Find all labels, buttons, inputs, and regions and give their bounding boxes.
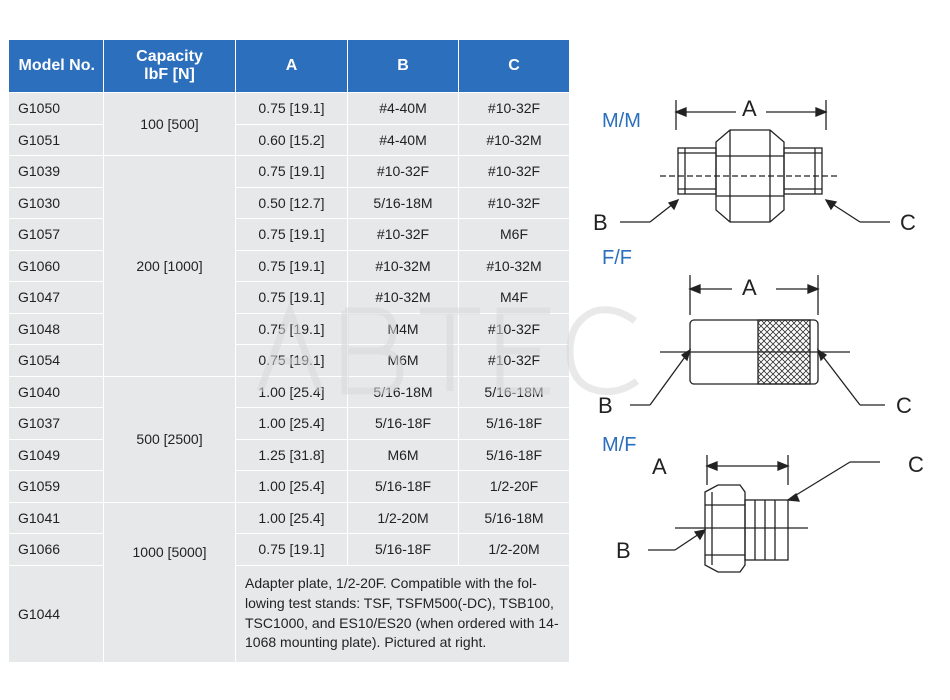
header-b: B (348, 40, 459, 93)
mm-title: M/M (602, 110, 641, 132)
a-cell: 1.00 [25.4] (236, 471, 348, 503)
a-cell: 0.75 [19.1] (236, 534, 348, 566)
c-cell: #10-32F (459, 345, 570, 377)
mf-label-b: B (616, 538, 631, 563)
a-cell: 0.75 [19.1] (236, 345, 348, 377)
note-cell: Adapter plate, 1/2-20F. Compatible with the fol-lowing test stands: TSF, TSFM500(-DC), TSB100, TSC1000, and ES10/ES20 (when ordered with 14-1068 mounting plate). Pictured at right. (236, 565, 570, 662)
capacity-value: 1000 [5000] (132, 544, 207, 560)
model-cell: G1039 (9, 156, 104, 188)
capacity-cell (104, 502, 236, 662)
a-cell: 1.00 [25.4] (236, 376, 348, 408)
table-row (9, 313, 570, 345)
c-cell: 5/16-18M (459, 376, 570, 408)
model-cell: G1044 (9, 565, 104, 662)
b-cell: #4-40M (348, 124, 459, 156)
mf-title: M/F (602, 434, 637, 456)
table-row (9, 439, 570, 471)
b-cell: 5/16-18F (348, 408, 459, 440)
table-row (9, 219, 570, 251)
table-row (9, 156, 570, 188)
a-cell: 1.00 [25.4] (236, 502, 348, 534)
b-cell: 5/16-18F (348, 471, 459, 503)
a-cell: 0.75 [19.1] (236, 93, 348, 125)
header-a: A (236, 40, 348, 93)
model-cell: G1049 (9, 439, 104, 471)
table-row (9, 124, 570, 156)
mf-fitting-drawing (590, 430, 940, 580)
c-cell: #10-32F (459, 93, 570, 125)
mf-label-c: C (908, 452, 924, 477)
model-cell: G1051 (9, 124, 104, 156)
a-cell: 0.75 [19.1] (236, 282, 348, 314)
c-cell: #10-32F (459, 313, 570, 345)
table-row (9, 471, 570, 503)
mf-label-a: A (652, 454, 667, 479)
c-cell: 5/16-18M (459, 502, 570, 534)
ff-title: F/F (602, 247, 632, 269)
model-cell: G1048 (9, 313, 104, 345)
model-cell: G1057 (9, 219, 104, 251)
c-cell: #10-32F (459, 156, 570, 188)
specification-table (8, 40, 570, 663)
a-cell: 1.00 [25.4] (236, 408, 348, 440)
a-cell: 0.75 [19.1] (236, 156, 348, 188)
b-cell: #4-40M (348, 93, 459, 125)
c-cell: 1/2-20F (459, 471, 570, 503)
ff-diagram (590, 245, 940, 425)
a-cell: 0.75 [19.1] (236, 250, 348, 282)
a-cell: 0.75 [19.1] (236, 219, 348, 251)
a-cell: 0.60 [15.2] (236, 124, 348, 156)
b-cell: 5/16-18M (348, 187, 459, 219)
model-cell: G1059 (9, 471, 104, 503)
model-cell: G1047 (9, 282, 104, 314)
mm-label-a: A (742, 96, 757, 121)
b-cell: 5/16-18F (348, 534, 459, 566)
b-cell: 1/2-20M (348, 502, 459, 534)
capacity-cell: 500 [2500] (104, 376, 236, 502)
table-row (9, 250, 570, 282)
c-cell: #10-32F (459, 187, 570, 219)
b-cell: #10-32M (348, 282, 459, 314)
b-cell: M6M (348, 345, 459, 377)
capacity-cell: 100 [500] (104, 93, 236, 156)
table-row (9, 565, 570, 662)
model-cell: G1041 (9, 502, 104, 534)
mm-label-c: C (900, 210, 916, 235)
a-cell: 1.25 [31.8] (236, 439, 348, 471)
ff-label-c: C (896, 393, 912, 418)
b-cell: 5/16-18M (348, 376, 459, 408)
c-cell: 1/2-20M (459, 534, 570, 566)
mm-label-b: B (593, 210, 608, 235)
table-row (9, 502, 570, 534)
b-cell: #10-32F (348, 219, 459, 251)
ff-label-b: B (598, 393, 613, 418)
model-cell: G1030 (9, 187, 104, 219)
mf-diagram (590, 430, 940, 580)
model-cell: G1054 (9, 345, 104, 377)
c-cell: #10-32M (459, 124, 570, 156)
header-row (9, 40, 570, 93)
b-cell: M6M (348, 439, 459, 471)
capacity-cell: 200 [1000] (104, 156, 236, 377)
ff-fitting-drawing (590, 245, 940, 425)
table-row (9, 187, 570, 219)
c-cell: M4F (459, 282, 570, 314)
header-capacity (104, 40, 236, 93)
b-cell: #10-32F (348, 156, 459, 188)
model-cell: G1040 (9, 376, 104, 408)
model-cell: G1050 (9, 93, 104, 125)
ff-label-a: A (742, 275, 757, 300)
header-capacity-line1: Capacity (136, 47, 203, 65)
table-row (9, 376, 570, 408)
a-cell: 0.50 [12.7] (236, 187, 348, 219)
mm-diagram (590, 90, 940, 240)
table-row (9, 93, 570, 125)
table-row (9, 534, 570, 566)
b-cell: #10-32M (348, 250, 459, 282)
b-cell: M4M (348, 313, 459, 345)
model-cell: G1037 (9, 408, 104, 440)
c-cell: M6F (459, 219, 570, 251)
a-cell: 0.75 [19.1] (236, 313, 348, 345)
c-cell: #10-32M (459, 250, 570, 282)
table-row (9, 282, 570, 314)
table-row (9, 408, 570, 440)
header-model: Model No. (9, 40, 104, 93)
table-row (9, 345, 570, 377)
model-cell: G1060 (9, 250, 104, 282)
c-cell: 5/16-18F (459, 408, 570, 440)
header-c: C (459, 40, 570, 93)
model-cell: G1066 (9, 534, 104, 566)
mm-fitting-drawing (590, 90, 940, 240)
c-cell: 5/16-18F (459, 439, 570, 471)
header-capacity-line2: lbF [N] (144, 66, 195, 83)
